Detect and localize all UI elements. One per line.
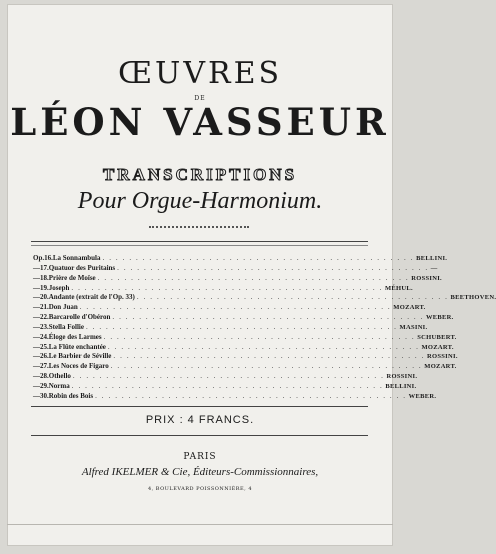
work-title: La Sonnambula bbox=[52, 254, 101, 262]
work-title: Don Juan bbox=[48, 303, 78, 312]
leader-dots: . . . . . . . . . . . . . . . . . . . . . . . . . . . . . . . . . . . . . . . . . . . . . . . bbox=[72, 372, 385, 381]
work-row bbox=[33, 381, 417, 392]
instrument-line: Pour Orgue-Harmonium. bbox=[77, 188, 323, 214]
work-op-label: — bbox=[33, 283, 40, 292]
publisher-city: PARIS bbox=[183, 452, 217, 462]
heading-de: DE bbox=[194, 95, 206, 102]
work-number: 27. bbox=[40, 362, 49, 371]
work-composer: BEETHOVEN. bbox=[450, 294, 496, 302]
work-composer: MASINI. bbox=[399, 323, 428, 331]
work-composer: ROSSINI. bbox=[426, 353, 458, 361]
work-row bbox=[33, 362, 457, 372]
work-number: 23. bbox=[40, 322, 49, 331]
list-bottom-rule bbox=[31, 406, 368, 407]
work-composer: ROSSINI. bbox=[411, 274, 442, 282]
work-row bbox=[33, 293, 496, 303]
work-op-label: — bbox=[33, 332, 40, 341]
list-inner-rule bbox=[31, 245, 368, 246]
work-composer: MÉHUL. bbox=[384, 284, 413, 292]
work-op-label: — bbox=[33, 293, 40, 302]
work-composer: MOZART. bbox=[393, 304, 426, 312]
leader-dots: . . . . . . . . . . . . . . . . . . . . . . . . . . . . . . . . . . . . . . . . . . . . . . . bbox=[79, 303, 392, 312]
work-row bbox=[33, 283, 413, 294]
leader-dots: . . . . . . . . . . . . . . . . . . . . . . . . . . . . . . . . . . . . . . . . . . . . . . . bbox=[71, 283, 383, 292]
work-composer: — bbox=[430, 264, 438, 272]
leader-dots: . . . . . . . . . . . . . . . . . . . . . . . . . . . . . . . . . . . . . . . . . . . . . . . bbox=[102, 254, 415, 262]
work-composer: BELLINI. bbox=[385, 382, 417, 390]
work-op-label: — bbox=[33, 313, 40, 322]
work-row bbox=[33, 342, 454, 353]
work-title: Othello bbox=[48, 372, 71, 381]
ornament-divider bbox=[149, 226, 249, 228]
work-row bbox=[33, 322, 428, 333]
leader-dots: . . . . . . . . . . . . . . . . . . . . . . . . . . . . . . . . . . . . . . . . . . . . . . . bbox=[117, 263, 429, 272]
work-op-label: — bbox=[33, 263, 40, 272]
work-title: Quatuor des Puritains bbox=[48, 263, 116, 272]
leader-dots: . . . . . . . . . . . . . . . . . . . . . . . . . . . . . . . . . . . . . . . . . . . . . . . bbox=[136, 293, 449, 302]
work-composer: WEBER. bbox=[425, 314, 454, 322]
work-composer: WEBER. bbox=[408, 392, 437, 400]
leader-dots: . . . . . . . . . . . . . . . . . . . . . . . . . . . . . . . . . . . . . . . . . . . . . . . bbox=[103, 332, 416, 341]
work-number: 18. bbox=[40, 273, 49, 282]
price-rule bbox=[31, 435, 368, 436]
work-title: Joseph bbox=[48, 283, 70, 292]
publisher-address: 4, BOULEVARD POISSONNIÈRE, 4 bbox=[147, 486, 253, 492]
work-number: 26. bbox=[40, 352, 49, 361]
work-title: Le Barbier de Séville bbox=[48, 352, 112, 361]
work-composer: BELLINI. bbox=[416, 255, 448, 262]
work-title: Norma bbox=[48, 381, 70, 390]
work-number: 22. bbox=[40, 313, 49, 322]
work-title: Les Noces de Figaro bbox=[48, 362, 109, 371]
work-row bbox=[33, 254, 448, 264]
work-op-label: — bbox=[33, 303, 40, 312]
work-composer: ROSSINI. bbox=[386, 373, 418, 381]
work-row bbox=[33, 273, 442, 284]
leader-dots: . . . . . . . . . . . . . . . . . . . . . . . . . . . . . . . . . . . . . . . . . . . . . . . bbox=[85, 322, 398, 331]
work-composer: MOZART. bbox=[421, 343, 454, 351]
work-title: Prière de Moïse bbox=[48, 273, 96, 282]
work-row bbox=[33, 332, 457, 343]
work-row bbox=[33, 313, 454, 323]
work-title: Éloge des Larmes bbox=[48, 332, 102, 341]
work-number: 21. bbox=[40, 303, 49, 312]
work-title: Stella Follie bbox=[48, 322, 84, 331]
composer-name: LÉON VASSEUR bbox=[10, 100, 390, 144]
work-row bbox=[33, 372, 418, 382]
work-number: 25. bbox=[40, 342, 49, 351]
work-number: 20. bbox=[40, 293, 49, 302]
works-list bbox=[33, 254, 496, 402]
leader-dots: . . . . . . . . . . . . . . . . . . . . . . . . . . . . . . . . . . . . . . . . . . . . . . . bbox=[107, 342, 420, 351]
work-op-label: — bbox=[33, 362, 40, 371]
list-top-rule bbox=[31, 241, 368, 242]
work-op-label: — bbox=[33, 381, 40, 390]
work-op-label: — bbox=[33, 372, 40, 381]
work-op-label: — bbox=[33, 342, 40, 351]
work-op-label: — bbox=[33, 352, 40, 361]
work-number: 17. bbox=[40, 263, 49, 272]
work-number: 19. bbox=[40, 283, 49, 292]
publisher-name: Alfred IKELMER & Cie, Éditeurs-Commissionnaires, bbox=[81, 466, 319, 478]
work-number: 28. bbox=[40, 372, 49, 381]
work-number: 16. bbox=[44, 254, 53, 262]
work-op-label: — bbox=[33, 322, 40, 331]
leader-dots: . . . . . . . . . . . . . . . . . . . . . . . . . . . . . . . . . . . . . . . . . . . . . . . bbox=[95, 391, 407, 400]
leader-dots: . . . . . . . . . . . . . . . . . . . . . . . . . . . . . . . . . . . . . . . . . . . . . . . bbox=[112, 313, 424, 322]
work-op-label: — bbox=[33, 391, 40, 400]
leader-dots: . . . . . . . . . . . . . . . . . . . . . . . . . . . . . . . . . . . . . . . . . . . . . . . bbox=[97, 273, 410, 282]
work-composer: SCHUBERT. bbox=[417, 333, 457, 341]
work-title: Robin des Bois bbox=[48, 391, 94, 400]
footer-rule bbox=[7, 524, 393, 525]
work-row bbox=[33, 391, 437, 402]
work-composer: MOZART. bbox=[424, 363, 457, 371]
work-number: 24. bbox=[40, 332, 49, 341]
leader-dots: . . . . . . . . . . . . . . . . . . . . . . . . . . . . . . . . . . . . . . . . . . . . . . . bbox=[113, 352, 425, 361]
work-row bbox=[33, 263, 438, 274]
leader-dots: . . . . . . . . . . . . . . . . . . . . . . . . . . . . . . . . . . . . . . . . . . . . . . . bbox=[71, 381, 384, 390]
collection-title: TRANSCRIPTIONS bbox=[102, 165, 298, 184]
work-op-label: — bbox=[33, 273, 40, 282]
leader-dots: . . . . . . . . . . . . . . . . . . . . . . . . . . . . . . . . . . . . . . . . . . . . . . . bbox=[110, 362, 423, 371]
price-label: PRIX : 4 FRANCS. bbox=[145, 414, 255, 426]
work-row bbox=[33, 352, 458, 362]
work-number: 30. bbox=[40, 391, 49, 400]
work-title: Andante (extrait de l'Op. 33) bbox=[48, 293, 135, 302]
work-title: La Flûte enchantée bbox=[48, 342, 106, 351]
work-row bbox=[33, 303, 426, 313]
work-title: Barcarolle d'Obéron bbox=[48, 313, 111, 322]
work-number: 29. bbox=[40, 381, 49, 390]
heading-oeuvres: ŒUVRES bbox=[117, 56, 283, 91]
score-cover bbox=[7, 4, 496, 546]
work-op-label: Op. bbox=[33, 254, 45, 262]
